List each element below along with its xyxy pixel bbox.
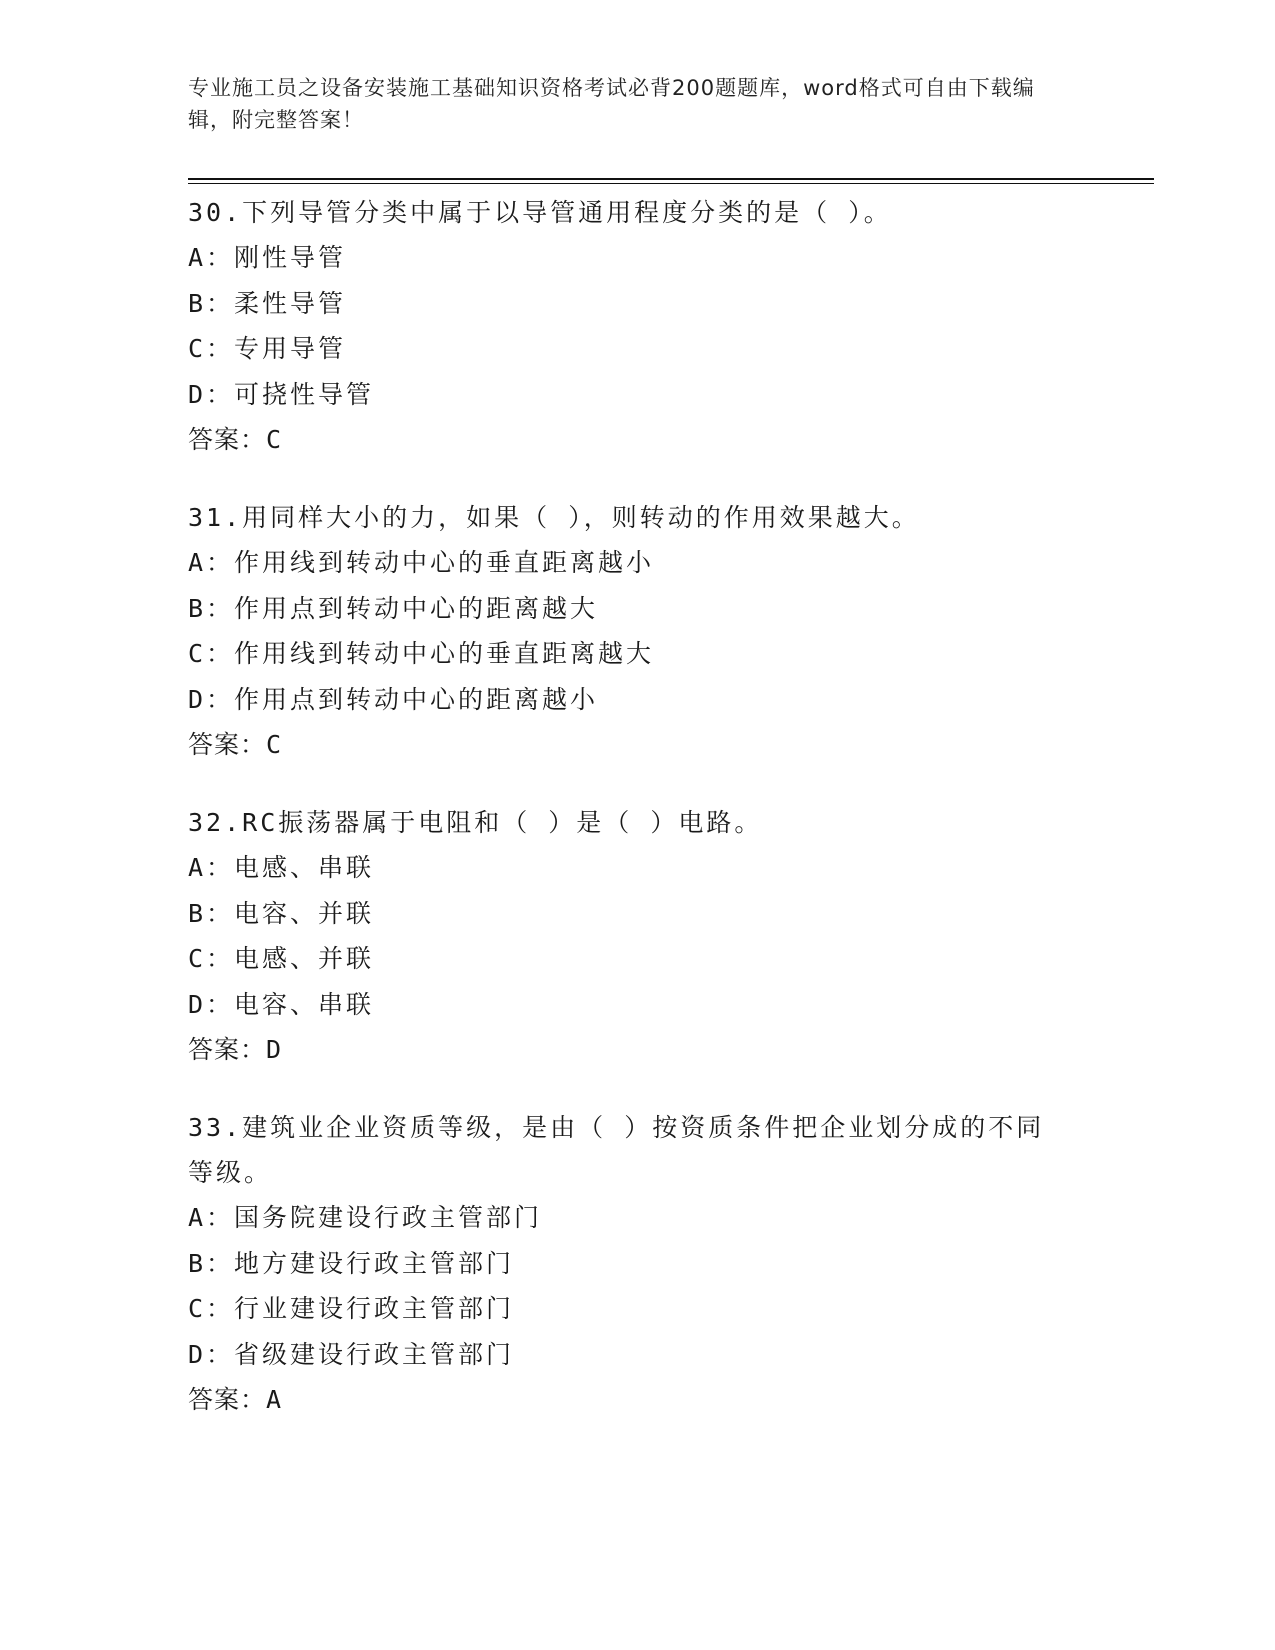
option-a: A：国务院建设行政主管部门 <box>188 1203 543 1232</box>
option-a: A：刚性导管 <box>188 243 347 272</box>
option-b: B：作用点到转动中心的距离越大 <box>188 593 599 623</box>
answer-value: C <box>266 730 283 759</box>
option-a: A：电感、串联 <box>188 853 375 882</box>
question-31 <box>188 495 1088 768</box>
question-32 <box>188 800 1088 1073</box>
option-b: B：柔性导管 <box>188 288 347 318</box>
answer-value: C <box>266 425 283 454</box>
answer-label: 答案： <box>188 425 267 454</box>
question-stem: 33.建筑业企业资质等级，是由（ ）按资质条件把企业划分成的不同等级。 <box>188 1113 1045 1187</box>
question-stem: 31.用同样大小的力，如果（ ），则转动的作用效果越大。 <box>188 503 920 532</box>
answer-line <box>188 722 1088 768</box>
question-list <box>188 190 1088 1455</box>
header-divider-thick <box>188 178 1154 180</box>
option-b: B：地方建设行政主管部门 <box>188 1248 515 1278</box>
option-c: C：专用导管 <box>188 334 347 363</box>
answer-label: 答案： <box>188 1035 267 1064</box>
option-a: A：作用线到转动中心的垂直距离越小 <box>188 548 655 577</box>
answer-line <box>188 1027 1088 1073</box>
answer-label: 答案： <box>188 1385 267 1414</box>
answer-line <box>188 1377 1088 1423</box>
header-divider-thin <box>188 183 1154 184</box>
question-33 <box>188 1105 1088 1423</box>
option-c: C：行业建设行政主管部门 <box>188 1294 515 1323</box>
option-c: C：作用线到转动中心的垂直距离越大 <box>188 639 655 668</box>
option-d: D：省级建设行政主管部门 <box>188 1339 515 1369</box>
answer-value: D <box>266 1035 283 1064</box>
option-c: C：电感、并联 <box>188 944 375 973</box>
question-30 <box>188 190 1088 463</box>
question-stem: 30.下列导管分类中属于以导管通用程度分类的是（ ）。 <box>188 198 892 227</box>
answer-label: 答案： <box>188 730 267 759</box>
option-b: B：电容、并联 <box>188 898 375 928</box>
option-d: D：作用点到转动中心的距离越小 <box>188 684 599 714</box>
answer-value: A <box>266 1385 283 1414</box>
option-d: D：电容、串联 <box>188 989 375 1019</box>
question-stem: 32.RC振荡器属于电阻和（ ）是（ ）电路。 <box>188 808 763 837</box>
answer-line <box>188 417 1088 463</box>
option-d: D：可挠性导管 <box>188 379 375 409</box>
document-header: 专业施工员之设备安装施工基础知识资格考试必背200题题库，word格式可自由下载编辑，附完整答案！ <box>188 76 1035 132</box>
